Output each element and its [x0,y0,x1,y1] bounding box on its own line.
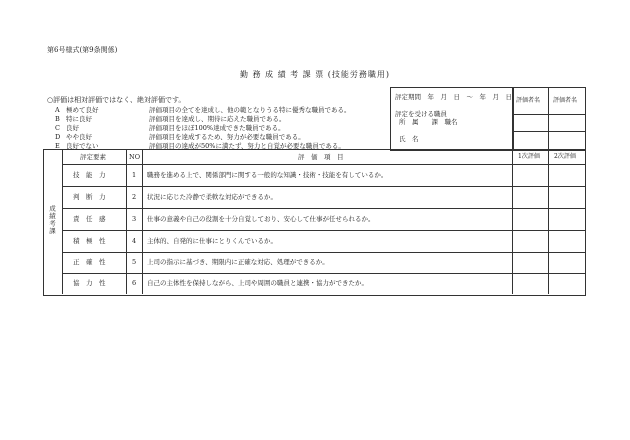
grade-d-label: やや良好 [66,133,92,141]
grade-a-label: 極めて良好 [66,106,99,114]
row-item: 状況に応じた冷静で柔軟な対応ができるか。 [147,193,277,201]
grade-b-label: 特に良好 [66,115,92,123]
evaluator2-label: 評価者名 [553,97,578,104]
grade-e-label: 良好でない [66,142,99,150]
row-no: 6 [132,279,137,287]
subject-label: 評定を受ける職員 [395,110,447,118]
row-item: 仕事の意義や自己の役割を十分自覚しており、安心して仕事が任せられるか。 [147,215,375,223]
header-eval2: 2次評価 [554,153,576,160]
grade-e: E [55,142,60,150]
table-row-line [62,230,585,231]
table-row-line [62,252,585,253]
grade-a: A [55,106,60,114]
row-element: 技 能 力 [73,171,106,179]
criteria-note: ○評価は相対評価ではなく、絶対評価です。 [47,96,186,104]
row-element: 協 力 性 [73,279,106,287]
row-element: 判 断 力 [73,193,106,201]
page-title: 勤 務 成 績 考 課 票 (技能労務職用) [239,70,391,79]
row-no: 3 [132,215,137,223]
grade-a-desc: 評価項目の全てを達成し、他の範となりうる特に優秀な職員である。 [149,106,351,114]
table-row-line [62,273,585,274]
grade-d-desc: 評価項目を達成するため、努力が必要な職員である。 [149,133,305,141]
evaluator1-label: 評価者名 [516,97,541,104]
evaluation-period: 評定期間 年 月 日 ～ 年 月 日 [395,93,512,101]
header-no: NO [129,153,141,161]
row-no: 2 [132,193,137,201]
row-element: 積 極 性 [73,237,106,245]
row-item: 職務を進める上で、関係部門に関する一般的な知識・技術・技能を有しているか。 [147,171,388,179]
table-row-line [62,186,585,187]
header-items: 評 価 項 目 [298,153,344,161]
row-element: 正 確 性 [73,258,106,266]
row-element: 責 任 感 [73,215,106,223]
grade-c: C [55,124,60,132]
grade-b-desc: 評価項目を達成し、期待に応えた職員である。 [149,115,286,123]
subject-dept: 所 属 課 職名 [399,118,458,126]
grade-b: B [55,115,60,123]
grade-c-label: 良好 [66,124,79,132]
form-number: 第6号様式(第9条関係) [47,46,118,54]
grade-c-desc: 評価項目をほぼ100%達成できた職員である。 [149,124,285,132]
table-header-line [62,164,585,165]
grade-e-desc: 評価項目の達成が50%に満たず、努力と自覚が必要な職員である。 [149,142,345,150]
header-element: 評定要素 [80,153,106,161]
grade-d: D [55,133,61,141]
header-eval1: 1次評価 [518,153,540,160]
row-no: 4 [132,237,137,245]
row-item: 主体的、自発的に仕事にとりくんでいるか。 [147,237,277,245]
evaluator-divider [548,87,549,149]
row-no: 5 [132,258,137,266]
evaluator-row-line [512,131,585,132]
evaluator-row-line [512,114,585,115]
row-no: 1 [132,171,137,179]
table-row-line [62,208,585,209]
section-label: 成績考課 [48,205,56,235]
row-item: 自己の主体性を保持しながら、上司や周囲の職員と連携・協力ができたか。 [147,279,368,287]
subject-name: 氏 名 [399,135,419,143]
row-item: 上司の指示に基づき、期限内に正確な対応、処理ができるか。 [147,258,329,266]
